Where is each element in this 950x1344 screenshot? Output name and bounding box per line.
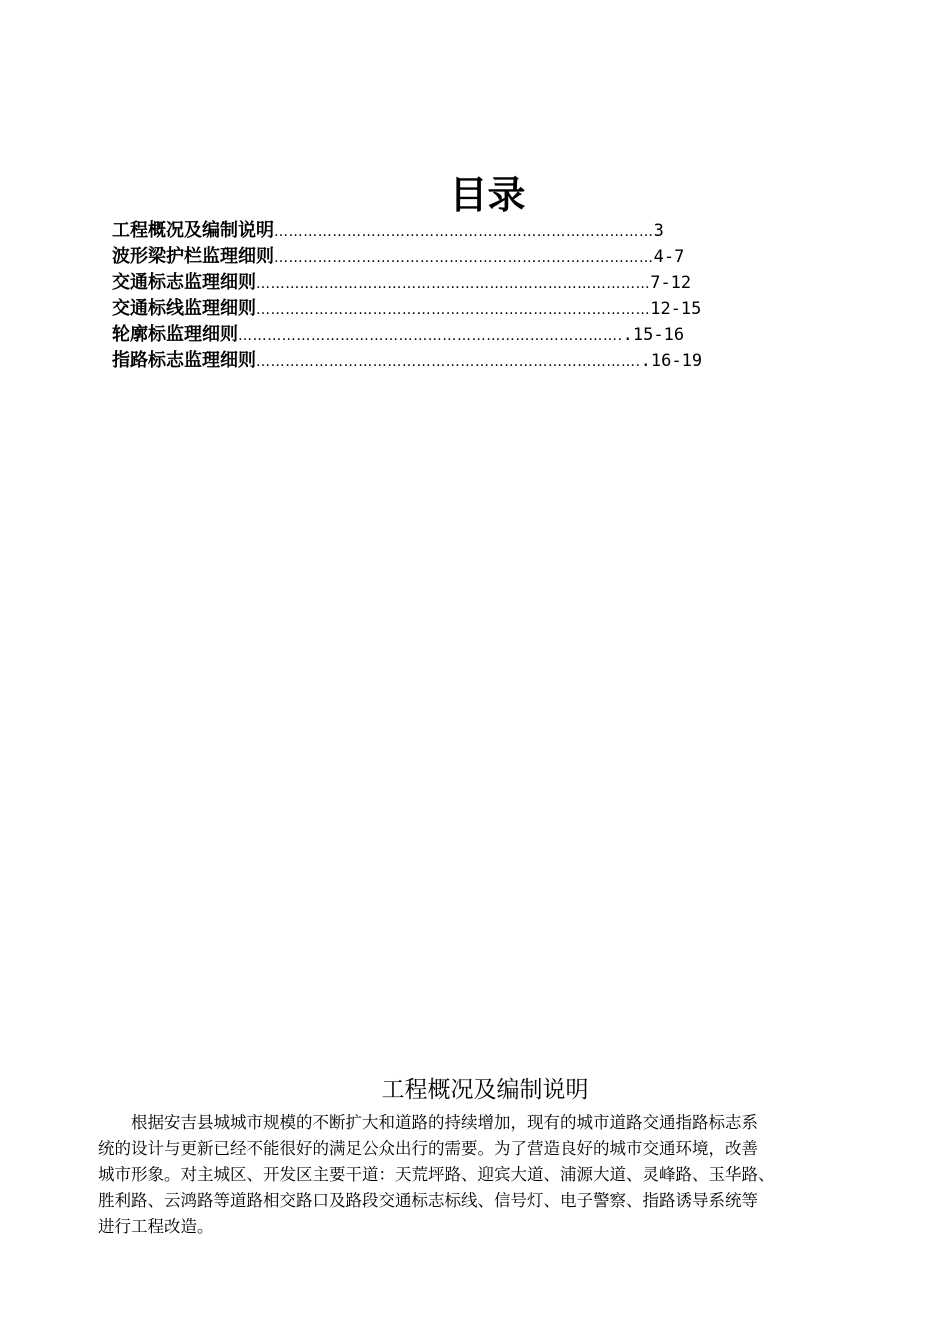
toc-entry-leader: ……………………………………………………………………. bbox=[238, 328, 623, 344]
toc-entry-leader: …………………………………………………………………… bbox=[274, 250, 654, 266]
body-line: 统的设计与更新已经不能很好的满足公众出行的需要。为了营造良好的城市交通环境，改善 bbox=[98, 1139, 758, 1158]
toc-entry-label: 交通标线监理细则 bbox=[112, 298, 256, 319]
toc-entry-page: 12-15 bbox=[650, 299, 702, 319]
toc-entry-page: .16-19 bbox=[640, 351, 703, 371]
toc-entry-page: 4-7 bbox=[653, 247, 685, 267]
body-line: 胜利路、云鸿路等道路相交路口及路段交通标志标线、信号灯、电子警察、指路诱导系统等 bbox=[98, 1191, 758, 1210]
body-line: 城市形象。对主城区、开发区主要干道：天荒坪路、迎宾大道、浦源大道、灵峰路、玉华路、 bbox=[98, 1165, 775, 1184]
toc-entry[interactable] bbox=[112, 218, 852, 244]
section-title: 工程概况及编制说明 bbox=[381, 1077, 589, 1103]
toc-entry[interactable] bbox=[112, 348, 852, 374]
toc-entry-label: 交通标志监理细则 bbox=[112, 272, 256, 293]
section-body bbox=[98, 1110, 878, 1240]
toc-entry[interactable] bbox=[112, 244, 852, 270]
toc-entry[interactable] bbox=[112, 322, 852, 348]
toc-entry-page: .15-16 bbox=[622, 325, 685, 345]
toc-entry-label: 波形梁护栏监理细则 bbox=[112, 246, 274, 267]
toc-title: 目录 bbox=[449, 173, 526, 217]
body-line: 进行工程改造。 bbox=[98, 1217, 214, 1236]
toc-entry-leader: ……………………………………………………………………. bbox=[256, 354, 641, 370]
body-line: 根据安吉县城城市规模的不断扩大和道路的持续增加，现有的城市道路交通指路标志系 bbox=[98, 1113, 758, 1132]
toc-entry-leader: …………………………………………………………………… bbox=[274, 224, 654, 240]
toc-entry-label: 指路标志监理细则 bbox=[112, 350, 256, 371]
toc-entry-label: 轮廓标监理细则 bbox=[112, 324, 238, 345]
toc-entry-page: 7-12 bbox=[650, 273, 692, 293]
toc-entry-page: 3 bbox=[653, 221, 664, 241]
toc-list bbox=[112, 218, 852, 374]
toc-entry-label: 工程概况及编制说明 bbox=[112, 220, 274, 241]
toc-entry-leader: ……………………………………………………………………… bbox=[256, 302, 651, 318]
toc-entry[interactable] bbox=[112, 270, 852, 296]
toc-entry[interactable] bbox=[112, 296, 852, 322]
toc-entry-leader: ……………………………………………………………………… bbox=[256, 276, 651, 292]
